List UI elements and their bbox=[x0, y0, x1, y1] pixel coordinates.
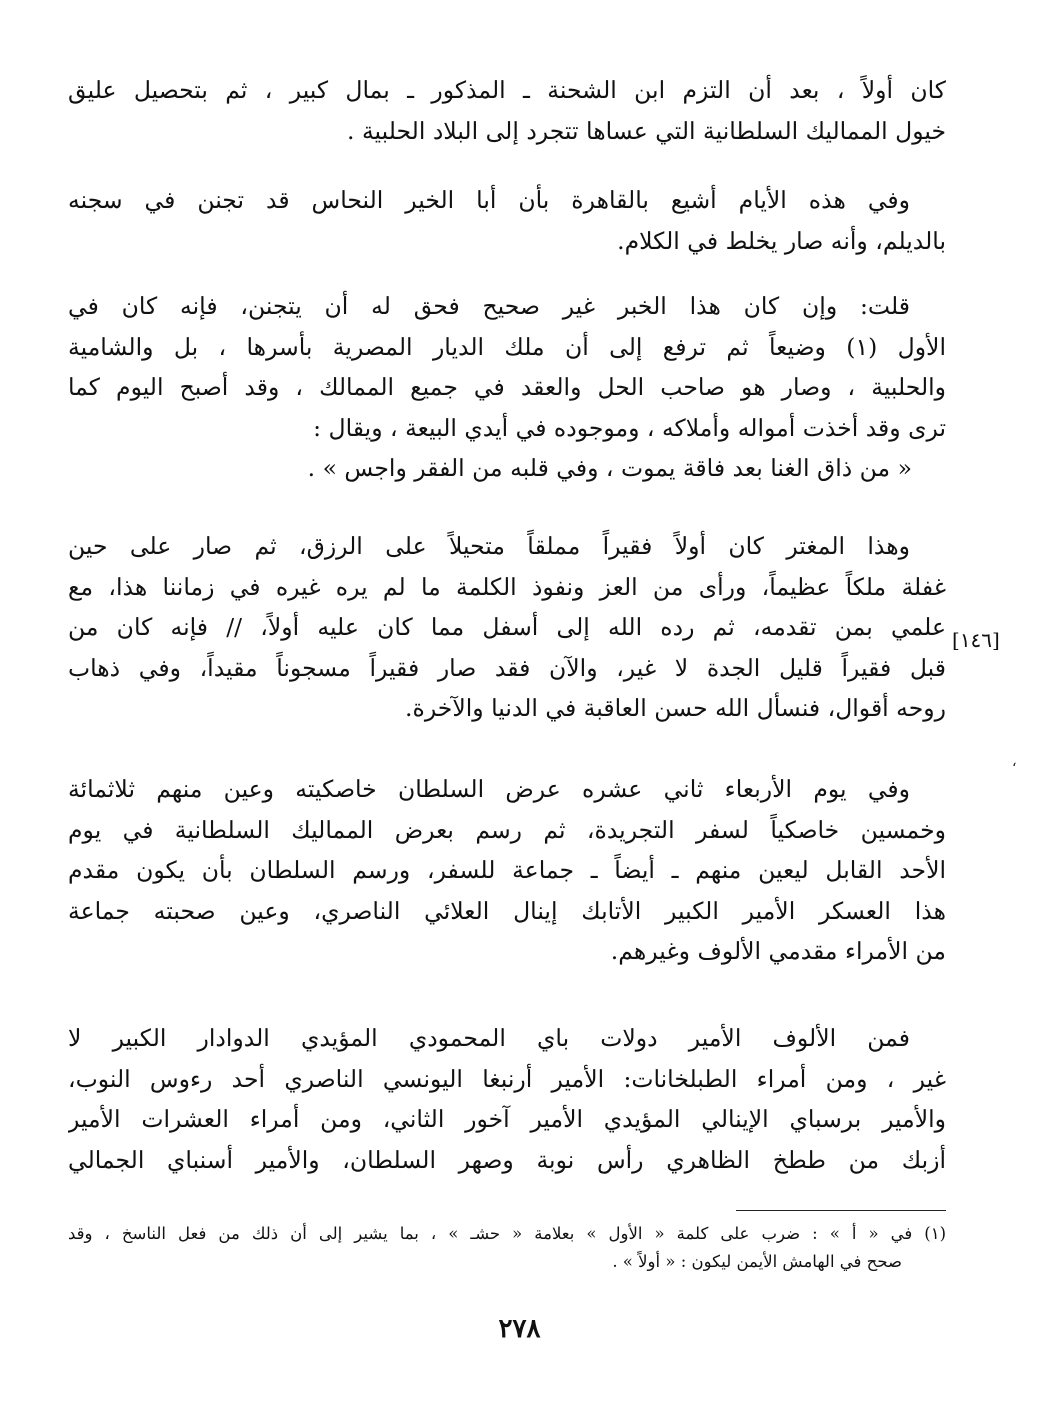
text-line: أزبك من ططخ الظاهري رأس نوبة وصهر السلطان، والأمير أسنباي الجمالي bbox=[68, 1145, 946, 1174]
text-line: قبل فقيراً قليل الجدة لا غير، والآن فقد صار فقيراً مسجوناً مقيداً، وفي ذهاب bbox=[68, 653, 946, 682]
text-line: علمي بمن تقدمه، ثم رده الله إلى أسفل مما كان عليه أولاً، // فإنه كان من bbox=[68, 613, 946, 641]
footnote-separator bbox=[736, 1210, 946, 1211]
text-line: خيول المماليك السلطانية التي عساها تتجرد إلى البلاد الحلبية . bbox=[347, 116, 946, 145]
text-line: كان أولاً ، بعد أن التزم ابن الشحنة ـ المذكور ـ بمال كبير ، ثم بتحصيل عليق bbox=[68, 76, 946, 104]
text-line: الأول (١) وضيعاً ثم ترفع إلى أن ملك الديار المصرية بأسرها ، بل والشامية bbox=[68, 332, 946, 361]
paragraph-3 bbox=[68, 286, 946, 489]
paragraph-5 bbox=[68, 769, 946, 972]
text-line: والحلبية ، وصار هو صاحب الحل والعقد في جميع الممالك ، وقد أصبح اليوم كما bbox=[68, 373, 946, 401]
text-line: ترى وقد أخذت أمواله وأملاكه ، وموجوده في أيدي البيعة ، ويقال : bbox=[313, 413, 946, 442]
text-line: فمن الألوف الأمير دولات باي المحمودي المؤيدي الدوادار الكبير لا bbox=[68, 1024, 910, 1052]
text-line: غير ، ومن أمراء الطبلخانات: الأمير أرنبغا اليونسي الناصري أحد رءوس النوب، bbox=[68, 1064, 946, 1093]
paragraph-6 bbox=[68, 1018, 946, 1180]
quote-line: « من ذاق الغنا بعد فاقة يموت ، وفي قلبه من الفقر واجس » . bbox=[307, 454, 912, 482]
footnote-line: (١) في « أ » : ضرب على كلمة « الأول » بعلامة « حشـ » ، بما يشير إلى أن ذلك من فعل الناسخ ، وقد bbox=[68, 1224, 946, 1243]
paragraph-1 bbox=[68, 70, 946, 151]
text-line: الأحد القابل ليعين منهم ـ أيضاً ـ جماعة للسفر، ورسم السلطان بأن يكون مقدم bbox=[68, 856, 946, 884]
margin-folio-reference: [١٤٦] bbox=[952, 628, 1000, 652]
footnote-line: صحح في الهامش الأيمن ليكون : « أولاً » . bbox=[612, 1252, 902, 1271]
text-line: من الأمراء مقدمي الألوف وغيرهم. bbox=[610, 937, 946, 965]
paragraph-2 bbox=[68, 180, 946, 261]
text-line: روحه أقوال، فنسأل الله حسن العاقبة في الدنيا والآخرة. bbox=[405, 694, 946, 722]
text-line: قلت: وإن كان هذا الخبر غير صحيح فحق له أن يتجنن، فإنه كان في bbox=[68, 292, 910, 320]
text-line: غفلة ملكاً عظيماً، ورأى من العز ونفوذ الكلمة ما لم يره غيره في زماننا هذا، مع bbox=[68, 572, 946, 601]
footnote bbox=[68, 1220, 946, 1276]
margin-mark: ‘ bbox=[1012, 761, 1017, 777]
page-number: ٢٧٨ bbox=[498, 1314, 541, 1344]
text-line: والأمير برسباي الإينالي المؤيدي الأمير آخور الثاني، ومن أمراء العشرات الأمير bbox=[68, 1105, 946, 1133]
text-line: وخمسين خاصكياً لسفر التجريدة، ثم رسم بعرض المماليك السلطانية في يوم bbox=[68, 815, 946, 844]
text-line: هذا العسكر الأمير الكبير الأتابك إينال العلائي الناصري، وعين صحبته جماعة bbox=[68, 896, 946, 925]
paragraph-4 bbox=[68, 526, 946, 729]
text-line: وفي يوم الأربعاء ثاني عشره عرض السلطان خاصكيته وعين منهم ثلاثمائة bbox=[68, 775, 910, 803]
text-line: بالديلم، وأنه صار يخلط في الكلام. bbox=[617, 226, 946, 255]
text-line: وفي هذه الأيام أشيع بالقاهرة بأن أبا الخير النحاس قد تجنن في سجنه bbox=[68, 186, 910, 214]
text-line: وهذا المغتر كان أولاً فقيراً مملقاً متحيلاً على الرزق، ثم صار على حين bbox=[68, 532, 910, 560]
